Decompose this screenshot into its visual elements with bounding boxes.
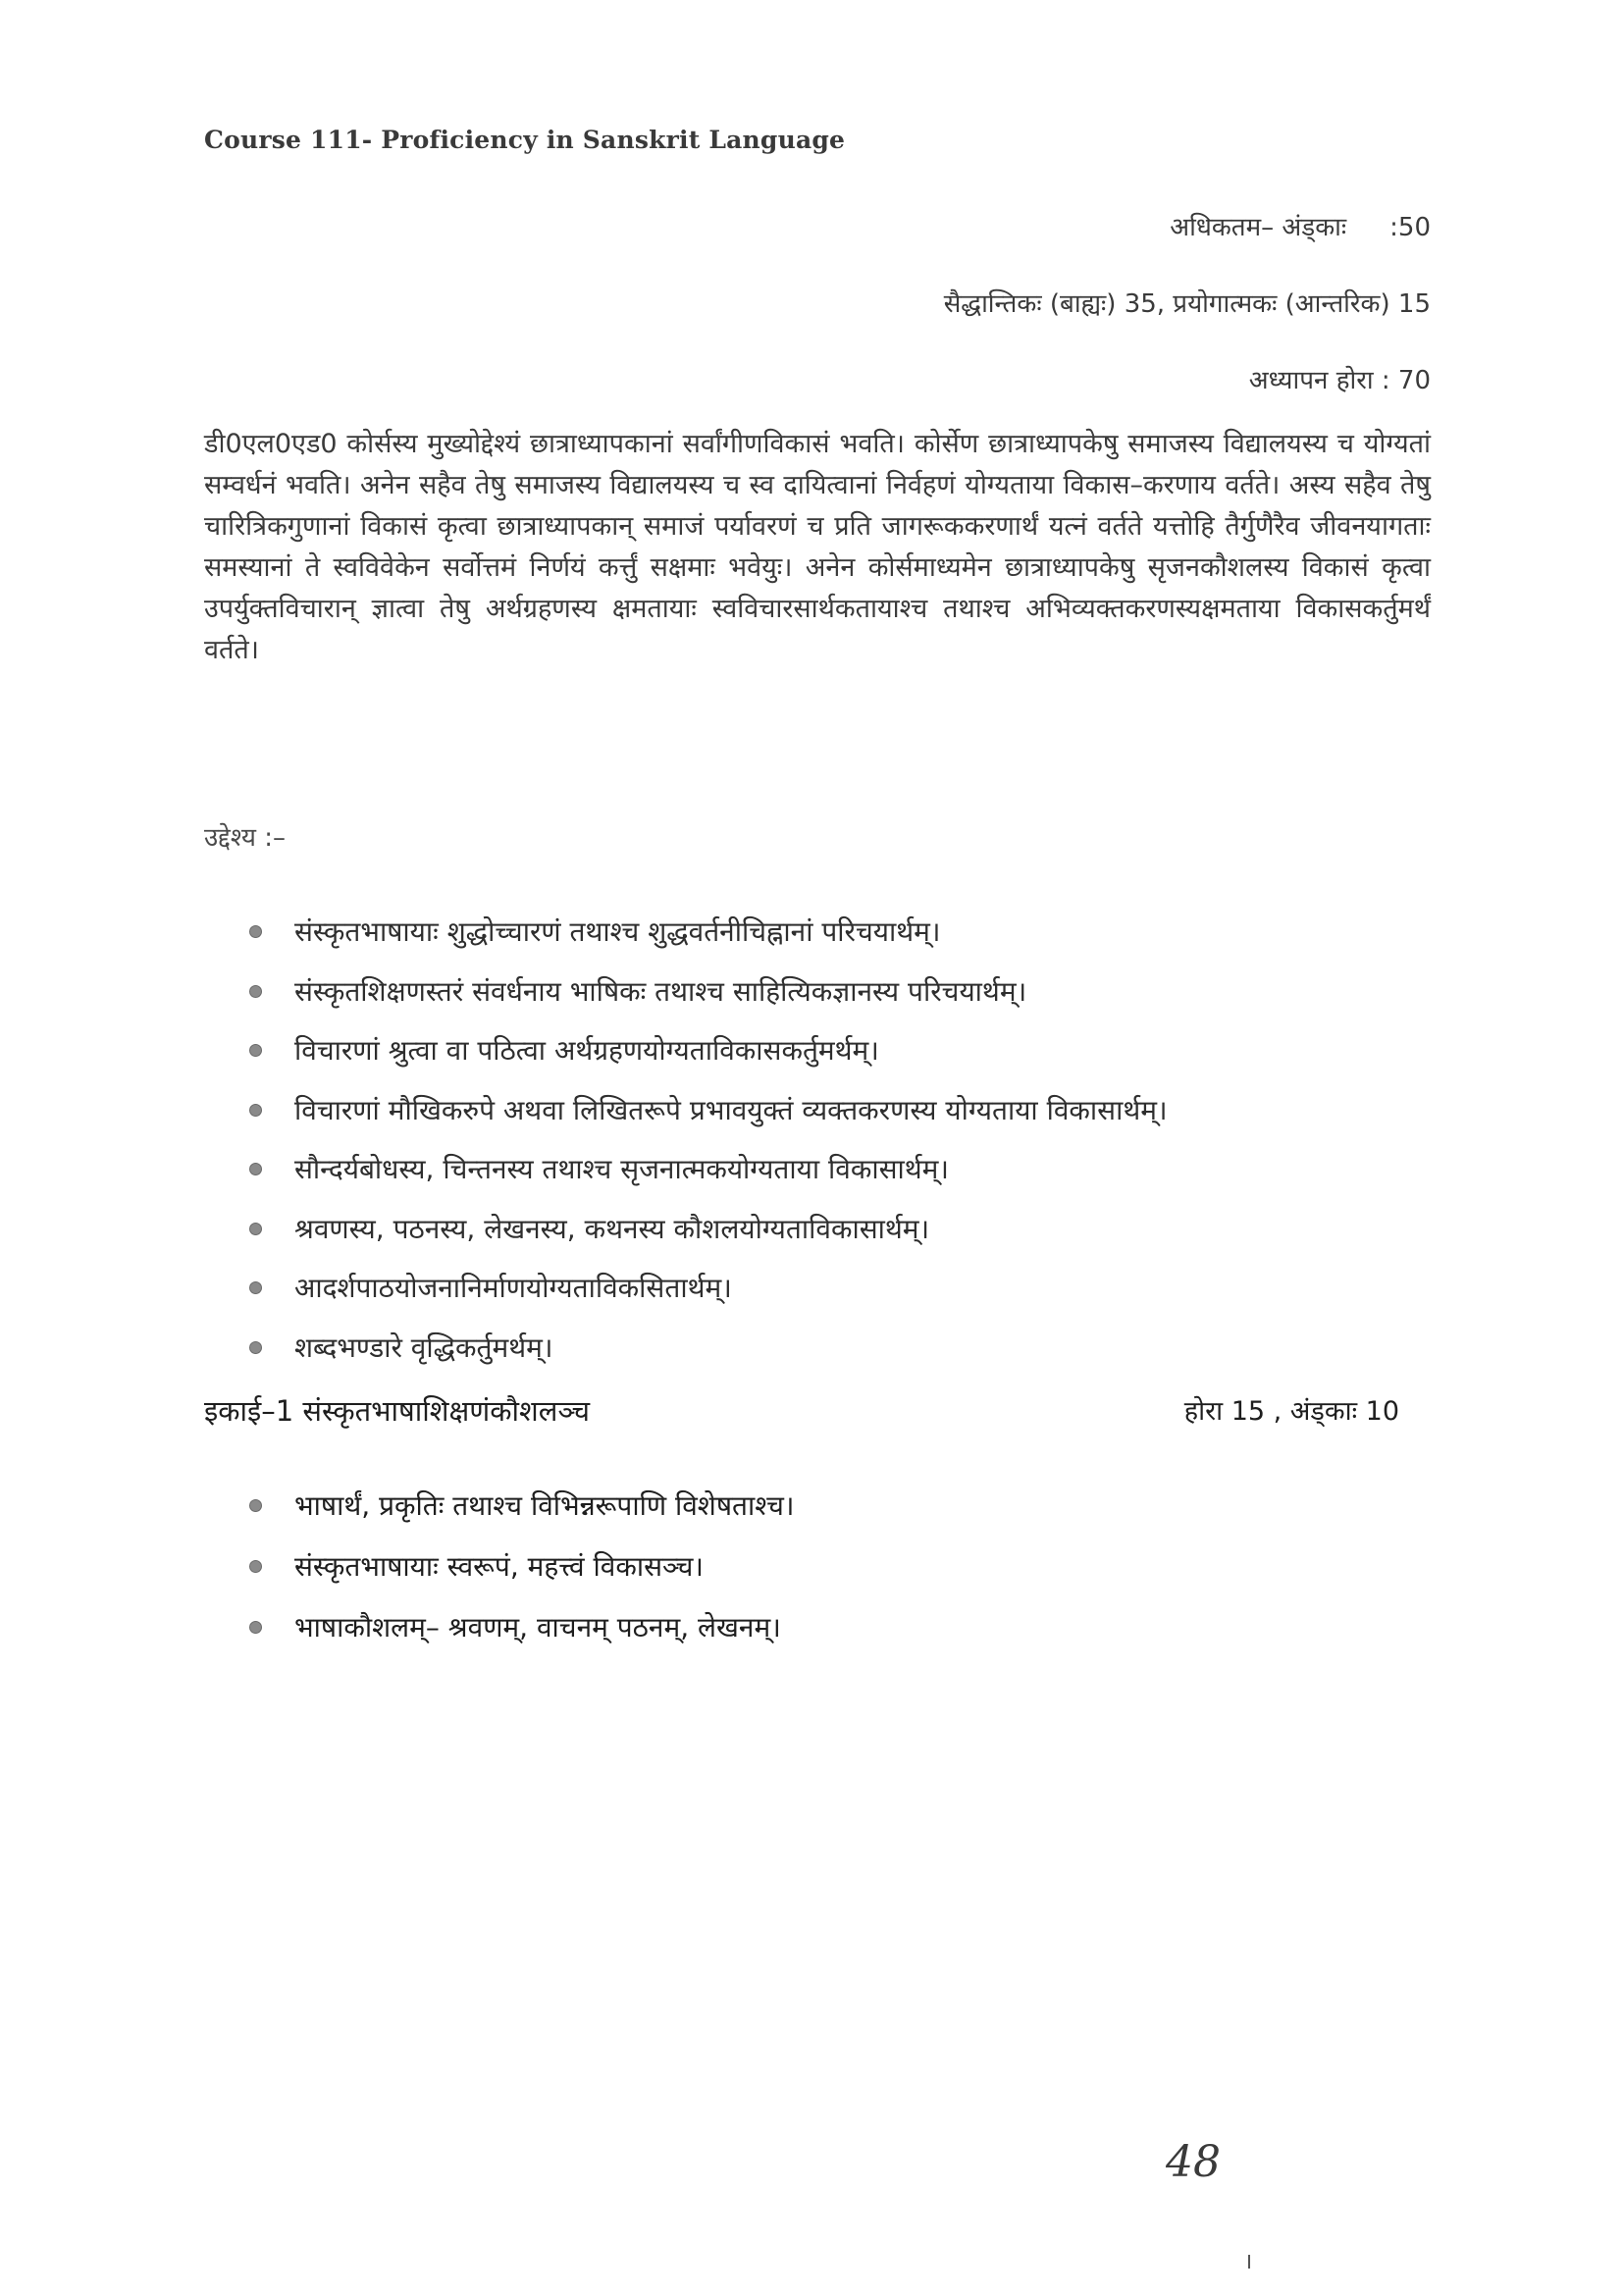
max-marks-value: :50 — [1389, 213, 1431, 242]
bullet-icon — [249, 1104, 262, 1117]
bullet-icon — [249, 1621, 262, 1634]
bullet-icon — [249, 1223, 262, 1235]
bullet-icon — [249, 1163, 262, 1175]
list-item: आदर्शपाठयोजनानिर्माणयोग्यताविकसितार्थम्। — [249, 1259, 1168, 1319]
course-title: Course 111- Proficiency in Sanskrit Language — [204, 126, 846, 154]
list-item: विचारणां मौखिकरुपे अथवा लिखितरूपे प्रभावयुक्तं व्यक्तकरणस्य योग्यताया विकासार्थम्। — [249, 1081, 1168, 1141]
unit-1-title: इकाई–1 संस्कृतभाषाशिक्षणंकौशलञ्च — [204, 1394, 590, 1428]
bullet-icon — [249, 1499, 262, 1512]
list-item: विचारणां श्रुत्वा वा पठित्वा अर्थग्रहणयोग्यताविकासकर्तुमर्थम्। — [249, 1021, 1168, 1081]
list-item: सौन्दर्यबोधस्य, चिन्तनस्य तथाश्च सृजनात्मकयोग्यताया विकासार्थम्। — [249, 1140, 1168, 1200]
bullet-icon — [249, 925, 262, 938]
intro-paragraph: डी0एल0एड0 कोर्सस्य मुख्योद्देश्यं छात्राध्यापकानां सर्वांगीणविकासं भवति। कोर्सेण छात्राध्यापकेषु समाजस्य विद्यालयस्य च योग्यतां सम्वर्धनं भवति। अनेन सहैव तेषु समाजस्य विद्यालयस्य च स्व दायित्वानां निर्वहणं योग्यताया विकास–करणाय वर्तते। अस्य सहैव तेषु चारित्रिकगुणानां विकासं कृत्वा छात्राध्यापकान् समाजं पर्यावरणं च प्रति जागरूककरणार्थं यत्नं वर्तते यत्तोहि तैर्गुणैरैव जीवनयागताः समस्यानां ते स्वविवेकेन सर्वोत्तमं निर्णयं कर्त्तुं सक्षमाः भवेयुः। अनेन कोर्समाध्यमेन छात्राध्यापकेषु सृजनकौशलस्य विकासं कृत्वा उपर्युक्तविचारान् ज्ञात्वा तेषु अर्थग्रहणस्य क्षमतायाः स्वविचारसार्थकतायाश्च तथाश्च अभिव्यक्तकरणस्यक्षमताया विकासकर्तुमर्थं वर्तते। — [204, 429, 1431, 665]
bullet-icon — [249, 1281, 262, 1294]
list-item: संस्कृतभाषायाः स्वरूपं, महत्त्वं विकासञ्च। — [249, 1537, 795, 1597]
list-item: श्रवणस्य, पठनस्य, लेखनस्य, कथनस्य कौशलयोग्यताविकासार्थम्। — [249, 1200, 1168, 1260]
objectives-list — [249, 903, 1168, 1378]
list-item: भाषाकौशलम्– श्रवणम्, वाचनम् पठनम्, लेखनम्। — [249, 1597, 795, 1658]
objectives-heading: उद्देश्य :– — [204, 823, 286, 853]
marks-split-line: सैद्धान्तिकः (बाह्यः) 35, प्रयोगात्मकः (आन्तरिक) 15 — [943, 289, 1431, 319]
list-item: भाषार्थं, प्रकृतिः तथाश्च विभिन्नरूपाणि विशेषताश्च। — [249, 1476, 795, 1537]
bullet-icon — [249, 1044, 262, 1057]
bullet-icon — [249, 1341, 262, 1354]
list-item: संस्कृतभाषायाः शुद्धोच्चारणं तथाश्च शुद्धवर्तनीचिह्नानां परिचयार्थम्। — [249, 903, 1168, 963]
bullet-icon — [249, 985, 262, 998]
max-marks-line — [1170, 208, 1431, 243]
teaching-hours-line: अध्यापन होरा : 70 — [1248, 366, 1431, 395]
list-item: शब्दभण्डारे वृद्धिकर्तुमर्थम्। — [249, 1319, 1168, 1379]
page-number: 48 — [1166, 2137, 1221, 2187]
unit-1-heading — [204, 1391, 1399, 1430]
bullet-icon — [249, 1560, 262, 1573]
max-marks-label: अधिकतम– अंड्काः — [1170, 213, 1347, 242]
unit-1-topics-list — [249, 1476, 795, 1658]
list-item: संस्कृतशिक्षणस्तरं संवर्धनाय भाषिकः तथाश्च साहित्यिकज्ञानस्य परिचयार्थम्। — [249, 963, 1168, 1022]
scan-mark — [1248, 2255, 1250, 2269]
unit-1-hours-marks: होरा 15 , अंड्काः 10 — [1183, 1396, 1399, 1427]
